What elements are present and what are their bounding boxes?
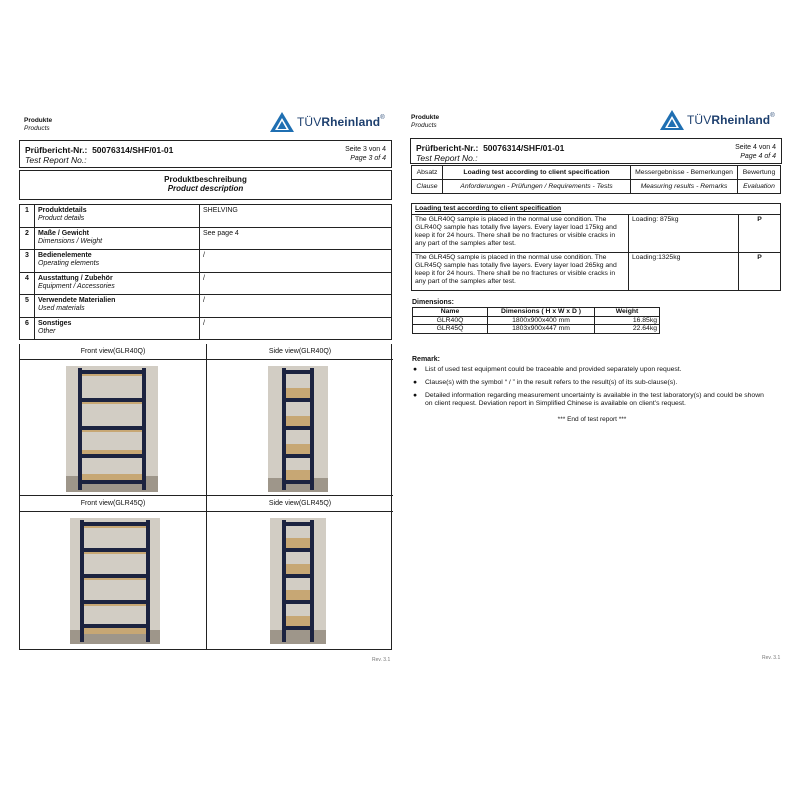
- row-label-en: Other: [38, 327, 56, 335]
- row-value: /: [200, 250, 392, 273]
- report-label-de: Prüfbericht-Nr.:: [416, 143, 479, 153]
- loading-test-evaluation: P: [739, 215, 781, 253]
- products-label: [24, 117, 52, 132]
- tuv-logo: [270, 112, 385, 132]
- table-row: [413, 325, 660, 334]
- front-view-glr45q-photo: [70, 518, 160, 644]
- page-number-de: Seite 4 von 4: [735, 144, 776, 151]
- side-view-glr45q-photo: [270, 518, 326, 644]
- row-label-de: Bedienelemente: [38, 252, 92, 259]
- table-row: [20, 205, 392, 228]
- row-label: [35, 205, 200, 228]
- view-caption: Side view(GLR40Q): [207, 344, 393, 360]
- products-en: Products: [24, 124, 50, 132]
- clause-header-table: [411, 165, 781, 194]
- loading-test-result: Loading:1325kg: [629, 253, 739, 291]
- view-caption: Side view(GLR45Q): [207, 496, 393, 512]
- row-value: /: [200, 317, 392, 340]
- page-number-en: Page 4 of 4: [740, 152, 776, 160]
- row-label-en: Equipment / Accessories: [38, 282, 115, 290]
- product-details-table: [19, 204, 392, 340]
- table-row: [20, 317, 392, 340]
- header-cell: Anforderungen - Prüfungen / Requirements - Tests: [443, 180, 631, 194]
- header-cell: Evaluation: [738, 180, 781, 194]
- dimensions-cell: 16.85kg: [595, 316, 660, 325]
- remark-text: Detailed information regarding measurement uncertainty is available in the test laboratory(s) and could be shown on client request. Deviation report in Simplified Chinese is available on client’s request.: [425, 392, 764, 407]
- header-cell: Loading test according to client specification: [443, 166, 631, 180]
- row-label-en: Product details: [38, 215, 85, 222]
- loading-test-description: The GLR45Q sample is placed in the normal use condition. The GLR45Q sample has totally five layers. Every layer load 265kg and keep it for 24 hours. There shall be no fractures or visible cracks in any part of the samples after test.: [412, 253, 629, 291]
- products-label: [411, 114, 439, 129]
- remark-text: Clause(s) with the symbol “ / ” in the result refers to the result(s) of its sub-clause(s).: [425, 379, 678, 386]
- logo-reg: ®: [380, 115, 385, 121]
- row-label-de: Ausstattung / Zubehör: [38, 274, 113, 282]
- row-number: 3: [20, 250, 35, 273]
- remark-text: List of used test equipment could be traceable and provided separately upon request.: [425, 366, 682, 373]
- row-value: /: [200, 295, 392, 318]
- logo-pre: TÜV: [297, 115, 322, 129]
- dimensions-cell: 22.64kg: [595, 325, 660, 334]
- end-of-report: *** End of test report ***: [557, 416, 627, 423]
- report-header: [19, 140, 392, 168]
- report-label-en: Test Report No.:: [25, 155, 87, 165]
- row-number: 1: [20, 205, 35, 228]
- dimensions-title: Dimensions:: [412, 299, 455, 306]
- bullet-icon: ●: [413, 392, 418, 399]
- row-number: 5: [20, 295, 35, 318]
- dimensions-header: Name: [413, 308, 488, 317]
- row-number: 6: [20, 317, 35, 340]
- loading-test-title: Loading test according to client specification: [412, 204, 781, 215]
- row-number: 2: [20, 227, 35, 250]
- table-row: [413, 316, 660, 325]
- loading-test-result: Loading: 875kg: [629, 215, 739, 253]
- dimensions-cell: GLR45Q: [413, 325, 488, 334]
- page-number-en: Page 3 of 4: [350, 154, 386, 162]
- header-cell: Absatz: [412, 166, 443, 180]
- row-label: [35, 250, 200, 273]
- dimensions-cell: 1800x900x400 mm: [488, 316, 595, 325]
- section-title-en: Product description: [167, 184, 244, 193]
- section-title: [19, 170, 392, 200]
- row-value: SHELVING: [200, 205, 392, 228]
- logo-reg: ®: [770, 113, 775, 119]
- report-label-de: Prüfbericht-Nr.:: [25, 145, 88, 155]
- loading-test-description: The GLR40Q sample is placed in the normal use condition. The GLR40Q sample has totally five layers. Every layer load 175kg and keep it for 24 hours. There shall be no fractures or visible cracks in any part of the samples after test.: [412, 215, 629, 253]
- row-label-en: Used materials: [38, 305, 85, 312]
- list-item: [412, 366, 772, 374]
- header-cell: Messergebnisse - Bemerkungen: [631, 166, 738, 180]
- row-label-en: Dimensions / Weight: [38, 237, 103, 245]
- header-cell: Clause: [412, 180, 443, 194]
- table-row: [20, 250, 392, 273]
- tuv-triangle-icon: [270, 112, 294, 132]
- list-item: [412, 392, 772, 408]
- products-en: Products: [411, 121, 437, 129]
- row-label: [35, 295, 200, 318]
- row-value: /: [200, 272, 392, 295]
- row-label-en: Operating elements: [38, 260, 100, 267]
- row-label: [35, 272, 200, 295]
- view-caption: Front view(GLR40Q): [20, 344, 206, 360]
- row-label-de: Maße / Gewicht: [38, 229, 89, 237]
- page-number-de: Seite 3 von 4: [345, 146, 386, 153]
- list-item: [412, 379, 772, 387]
- front-view-glr40q-photo: [66, 366, 158, 492]
- row-label-de: Verwendete Materialien: [38, 297, 116, 304]
- section-title-de: Produktbeschreibung: [164, 175, 247, 184]
- report-header: [410, 138, 782, 164]
- loading-test-table: [411, 203, 781, 291]
- row-label-de: Produktdetails: [38, 207, 87, 214]
- row-number: 4: [20, 272, 35, 295]
- report-number: 50076314/SHF/01-01: [483, 143, 565, 153]
- header-cell: Measuring results - Remarks: [631, 180, 738, 194]
- products-de: Produkte: [24, 117, 53, 124]
- logo-brand: Rheinland: [321, 115, 381, 129]
- product-views: [19, 344, 392, 650]
- bullet-icon: ●: [413, 379, 418, 386]
- bullet-icon: ●: [413, 366, 418, 373]
- dimensions-header: Weight: [595, 308, 660, 317]
- footer-rev: Rev. 3.1: [762, 655, 781, 661]
- row-label: [35, 317, 200, 340]
- row-value: See page 4: [200, 227, 392, 250]
- loading-test-evaluation: P: [739, 253, 781, 291]
- footer-rev: Rev. 3.1: [372, 657, 391, 663]
- side-view-glr40q-photo: [268, 366, 328, 492]
- dimensions-cell: 1803x900x447 mm: [488, 325, 595, 334]
- remark-title: Remark:: [412, 356, 441, 363]
- dimensions-cell: GLR40Q: [413, 316, 488, 325]
- table-row: [20, 227, 392, 250]
- row-label: [35, 227, 200, 250]
- tuv-logo: [660, 110, 775, 130]
- report-label-en: Test Report No.:: [416, 153, 478, 163]
- table-row: [20, 272, 392, 295]
- logo-brand: Rheinland: [711, 113, 771, 127]
- table-row: [20, 295, 392, 318]
- logo-pre: TÜV: [687, 113, 712, 127]
- report-number: 50076314/SHF/01-01: [92, 145, 174, 155]
- view-caption: Front view(GLR45Q): [20, 496, 206, 512]
- tuv-triangle-icon: [660, 110, 684, 130]
- remark-list: [412, 366, 772, 413]
- header-cell: Bewertung: [738, 166, 781, 180]
- row-label-de: Sonstiges: [38, 319, 72, 327]
- dimensions-header: Dimensions ( H x W x D ): [488, 308, 595, 317]
- products-de: Produkte: [411, 114, 440, 121]
- dimensions-table: [412, 307, 660, 334]
